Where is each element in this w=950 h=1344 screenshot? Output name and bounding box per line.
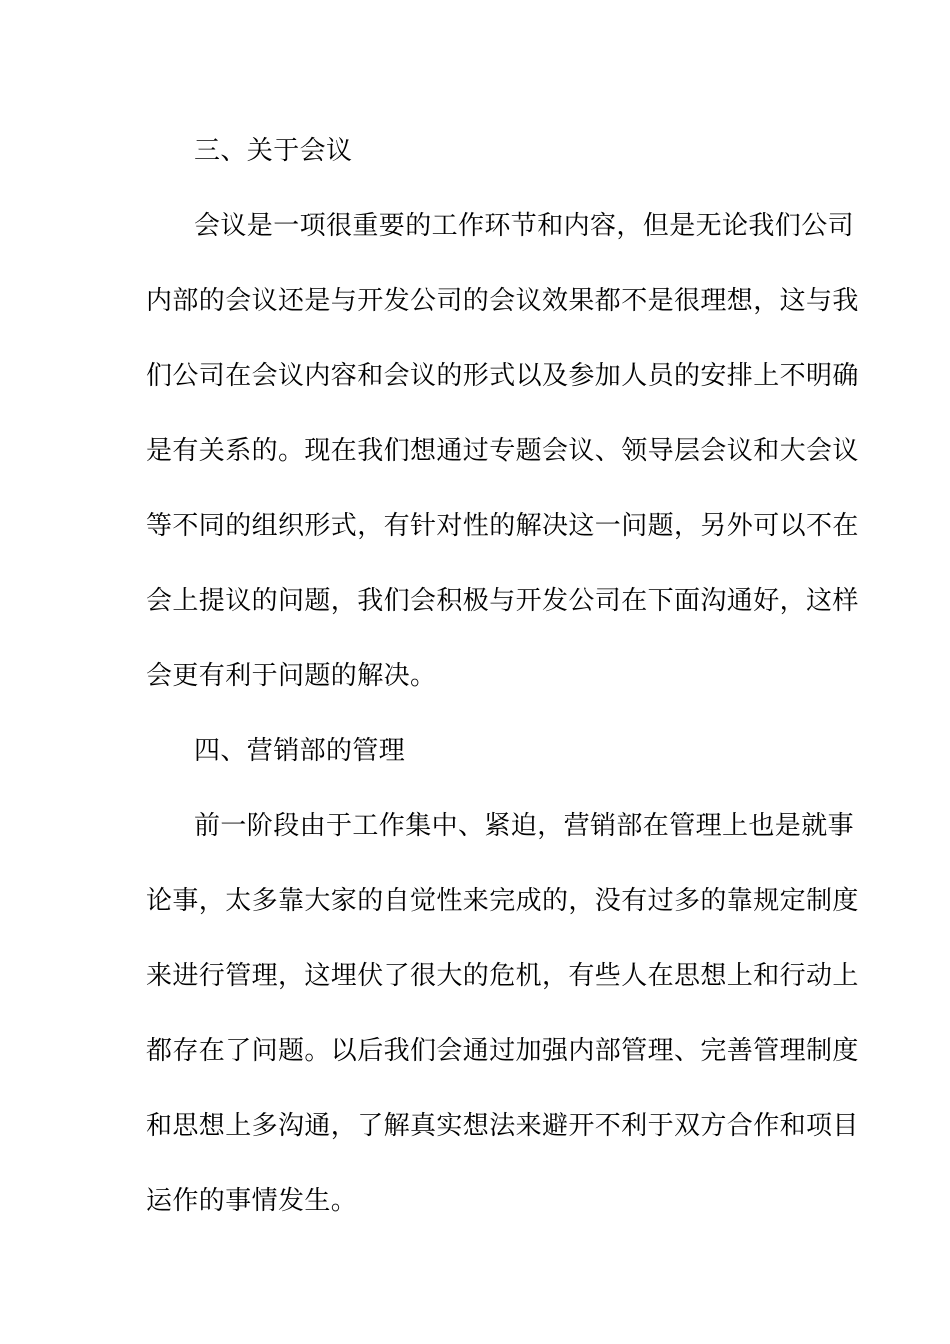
paragraph-line: 运作的事情发生。 [146,1186,358,1216]
paragraph-line: 都存在了问题。以后我们会通过加强内部管理、完善管理制度 [146,1036,859,1066]
paragraph-line: 和思想上多沟通，了解真实想法来避开不利于双方合作和项目 [146,1111,859,1141]
paragraph-line: 论事，太多靠大家的自觉性来完成的，没有过多的靠规定制度 [146,886,859,916]
paragraph-line: 等不同的组织形式，有针对性的解决这一问题，另外可以不在 [146,511,859,541]
paragraph-line: 内部的会议还是与开发公司的会议效果都不是很理想，这与我 [146,286,859,316]
paragraph-line: 是有关系的。现在我们想通过专题会议、领导层会议和大会议 [146,436,859,466]
section-heading: 三、关于会议 [194,136,353,166]
paragraph-line: 前一阶段由于工作集中、紧迫，营销部在管理上也是就事 [194,811,855,841]
paragraph-line: 们公司在会议内容和会议的形式以及参加人员的安排上不明确 [146,361,859,391]
section-heading: 四、营销部的管理 [194,736,406,766]
paragraph-line: 会上提议的问题，我们会积极与开发公司在下面沟通好，这样 [146,586,859,616]
paragraph-line: 会议是一项很重要的工作环节和内容，但是无论我们公司 [194,211,855,241]
paragraph-line: 会更有利于问题的解决。 [146,661,437,691]
paragraph-line: 来进行管理，这埋伏了很大的危机，有些人在思想上和行动上 [146,961,859,991]
